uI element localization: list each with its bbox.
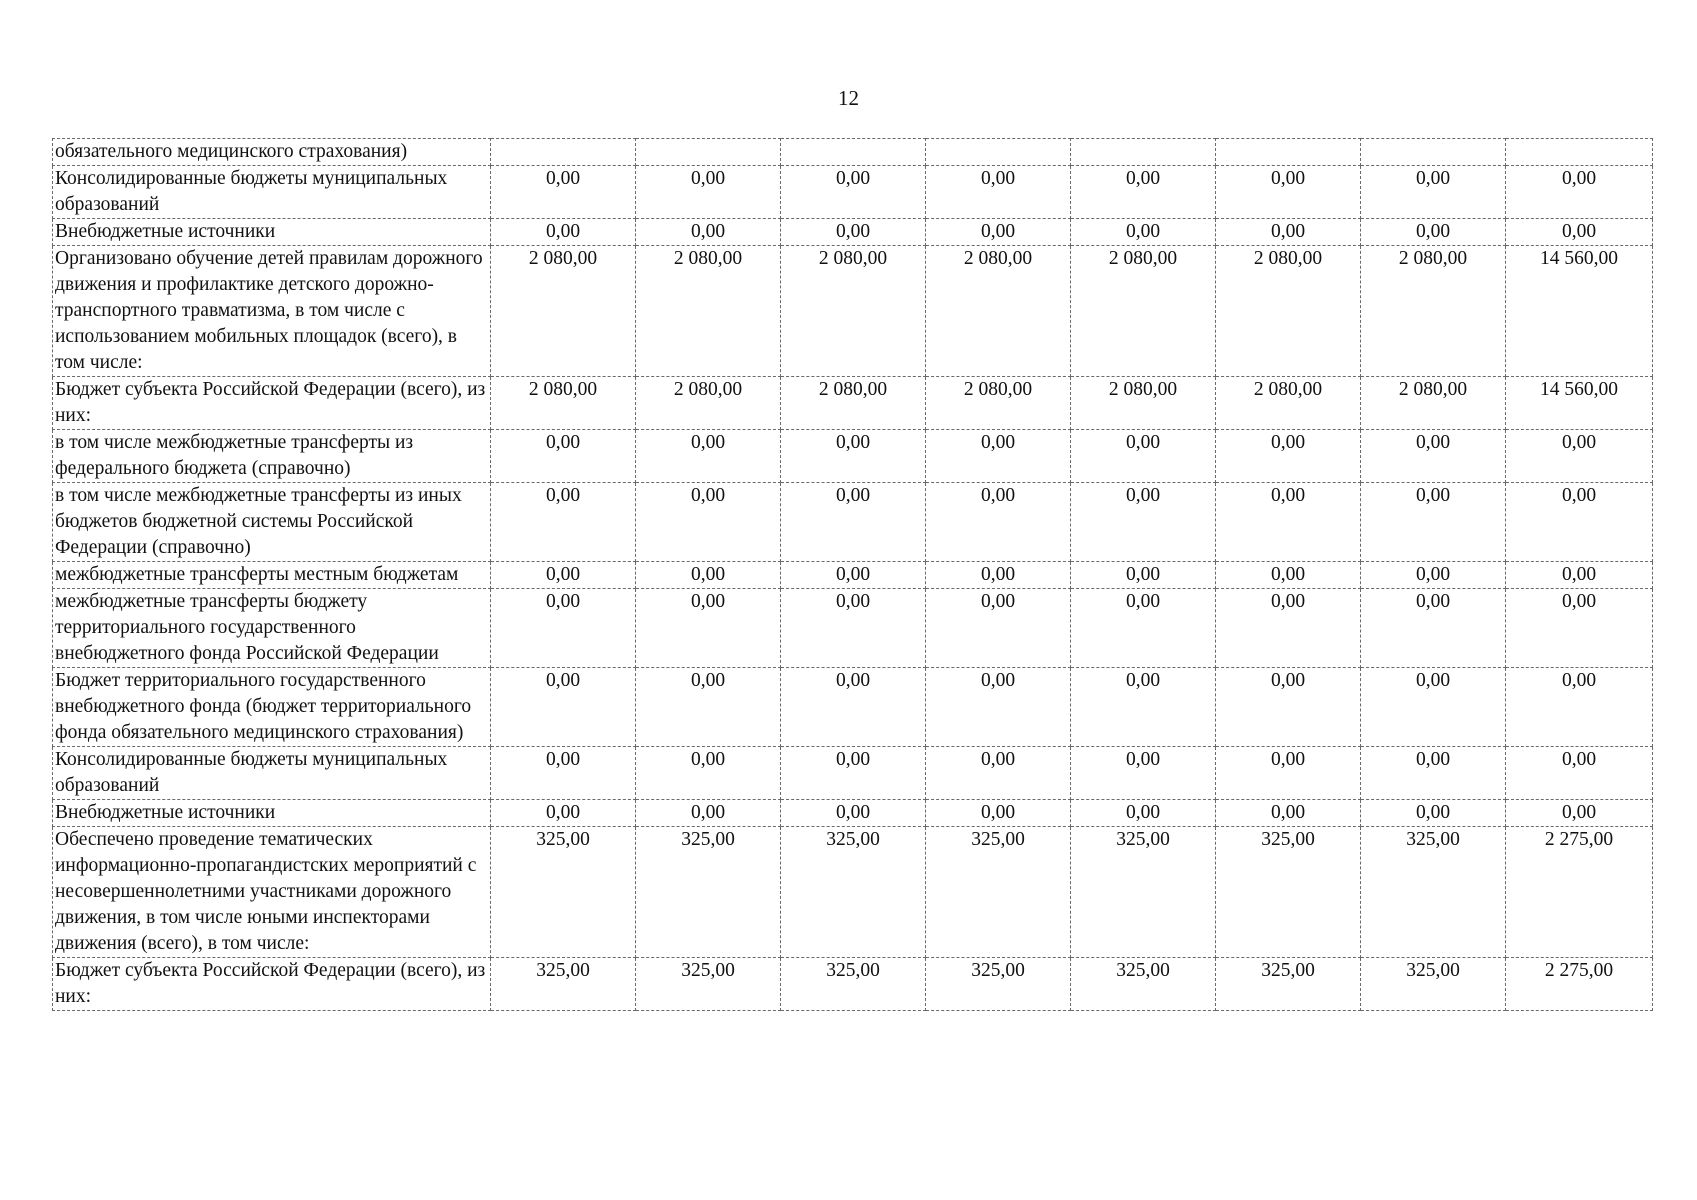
page-number: 12 xyxy=(838,86,859,110)
value-cell: 325,00 xyxy=(1071,827,1216,958)
total-cell: 0,00 xyxy=(1506,747,1653,800)
value-cell: 0,00 xyxy=(926,747,1071,800)
value-cell: 0,00 xyxy=(636,430,781,483)
table-row xyxy=(53,483,1653,562)
value-cell: 2 080,00 xyxy=(636,246,781,377)
total-cell: 2 275,00 xyxy=(1506,827,1653,958)
value-cell: 0,00 xyxy=(781,589,926,668)
value-cell: 2 080,00 xyxy=(1216,377,1361,430)
value-cell: 0,00 xyxy=(1216,166,1361,219)
value-cell: 0,00 xyxy=(636,562,781,589)
value-cell: 325,00 xyxy=(1071,958,1216,1011)
value-cell: 0,00 xyxy=(1071,562,1216,589)
row-label: Внебюджетные источники xyxy=(53,219,491,246)
value-cell: 0,00 xyxy=(781,668,926,747)
value-cell xyxy=(491,139,636,166)
row-label: Бюджет субъекта Российской Федерации (всего), из них: xyxy=(53,958,491,1011)
value-cell: 0,00 xyxy=(1216,800,1361,827)
value-cell: 0,00 xyxy=(926,562,1071,589)
row-label: Обеспечено проведение тематических информационно-пропагандистских мероприятий с несовершеннолетними участниками дорожного движения, в том числе юными инспекторами движения (всего), в том числе: xyxy=(53,827,491,958)
value-cell: 0,00 xyxy=(491,166,636,219)
value-cell: 2 080,00 xyxy=(781,246,926,377)
table-row xyxy=(53,166,1653,219)
row-label: Бюджет субъекта Российской Федерации (всего), из них: xyxy=(53,377,491,430)
row-label: Внебюджетные источники xyxy=(53,800,491,827)
row-label: Консолидированные бюджеты муниципальных образований xyxy=(53,747,491,800)
value-cell: 2 080,00 xyxy=(926,246,1071,377)
table-row xyxy=(53,958,1653,1011)
value-cell: 0,00 xyxy=(491,430,636,483)
value-cell: 0,00 xyxy=(781,562,926,589)
value-cell: 0,00 xyxy=(1216,747,1361,800)
value-cell: 0,00 xyxy=(491,219,636,246)
value-cell: 0,00 xyxy=(1216,430,1361,483)
table-row xyxy=(53,827,1653,958)
table-row xyxy=(53,139,1653,166)
value-cell xyxy=(781,139,926,166)
value-cell: 0,00 xyxy=(1216,562,1361,589)
value-cell: 0,00 xyxy=(1071,747,1216,800)
value-cell: 0,00 xyxy=(1361,747,1506,800)
total-cell: 0,00 xyxy=(1506,430,1653,483)
value-cell: 0,00 xyxy=(926,219,1071,246)
total-cell: 0,00 xyxy=(1506,589,1653,668)
value-cell: 325,00 xyxy=(491,958,636,1011)
value-cell: 0,00 xyxy=(636,800,781,827)
row-label: в том числе межбюджетные трансферты из федерального бюджета (справочно) xyxy=(53,430,491,483)
value-cell: 0,00 xyxy=(781,219,926,246)
value-cell: 0,00 xyxy=(1071,219,1216,246)
table-row xyxy=(53,589,1653,668)
value-cell: 0,00 xyxy=(1216,668,1361,747)
value-cell: 0,00 xyxy=(491,483,636,562)
value-cell: 0,00 xyxy=(1361,800,1506,827)
value-cell: 325,00 xyxy=(491,827,636,958)
row-label: Бюджет территориального государственного внебюджетного фонда (бюджет территориального фонда обязательного медицинского страхования) xyxy=(53,668,491,747)
value-cell: 0,00 xyxy=(781,747,926,800)
value-cell: 0,00 xyxy=(1361,166,1506,219)
table-row xyxy=(53,668,1653,747)
value-cell: 0,00 xyxy=(1071,668,1216,747)
table-row xyxy=(53,430,1653,483)
value-cell: 0,00 xyxy=(491,562,636,589)
total-cell: 0,00 xyxy=(1506,219,1653,246)
value-cell: 325,00 xyxy=(636,827,781,958)
row-label: межбюджетные трансферты бюджету территориального государственного внебюджетного фонда Российской Федерации xyxy=(53,589,491,668)
total-cell: 14 560,00 xyxy=(1506,377,1653,430)
row-label: Организовано обучение детей правилам дорожного движения и профилактике детского дорожно-транспортного травматизма, в том числе с использованием мобильных площадок (всего), в том числе: xyxy=(53,246,491,377)
value-cell: 0,00 xyxy=(1361,589,1506,668)
value-cell: 0,00 xyxy=(781,430,926,483)
value-cell: 325,00 xyxy=(1361,827,1506,958)
value-cell: 0,00 xyxy=(781,483,926,562)
table-row xyxy=(53,562,1653,589)
value-cell: 0,00 xyxy=(1216,219,1361,246)
value-cell: 0,00 xyxy=(1361,483,1506,562)
row-label: Консолидированные бюджеты муниципальных образований xyxy=(53,166,491,219)
value-cell: 0,00 xyxy=(636,166,781,219)
value-cell: 0,00 xyxy=(636,747,781,800)
total-cell xyxy=(1506,139,1653,166)
budget-table xyxy=(52,138,1653,1011)
value-cell: 2 080,00 xyxy=(491,377,636,430)
value-cell: 0,00 xyxy=(636,483,781,562)
value-cell: 2 080,00 xyxy=(1361,377,1506,430)
value-cell xyxy=(1216,139,1361,166)
value-cell: 0,00 xyxy=(636,668,781,747)
value-cell: 0,00 xyxy=(1071,483,1216,562)
row-label: межбюджетные трансферты местным бюджетам xyxy=(53,562,491,589)
value-cell: 325,00 xyxy=(926,827,1071,958)
value-cell: 0,00 xyxy=(781,800,926,827)
value-cell xyxy=(1361,139,1506,166)
table-body xyxy=(53,139,1653,1011)
value-cell: 0,00 xyxy=(491,589,636,668)
total-cell: 14 560,00 xyxy=(1506,246,1653,377)
row-label: обязательного медицинского страхования) xyxy=(53,139,491,166)
value-cell: 325,00 xyxy=(926,958,1071,1011)
value-cell: 0,00 xyxy=(636,219,781,246)
value-cell: 0,00 xyxy=(491,747,636,800)
value-cell: 0,00 xyxy=(926,430,1071,483)
value-cell: 0,00 xyxy=(781,166,926,219)
value-cell: 0,00 xyxy=(636,589,781,668)
value-cell: 325,00 xyxy=(1361,958,1506,1011)
table-row xyxy=(53,747,1653,800)
value-cell xyxy=(1071,139,1216,166)
value-cell: 2 080,00 xyxy=(636,377,781,430)
value-cell: 325,00 xyxy=(781,958,926,1011)
value-cell: 0,00 xyxy=(1071,800,1216,827)
value-cell: 0,00 xyxy=(1361,219,1506,246)
row-label: в том числе межбюджетные трансферты из иных бюджетов бюджетной системы Российской Федерации (справочно) xyxy=(53,483,491,562)
value-cell: 325,00 xyxy=(1216,958,1361,1011)
total-cell: 0,00 xyxy=(1506,166,1653,219)
value-cell: 2 080,00 xyxy=(781,377,926,430)
value-cell: 0,00 xyxy=(926,589,1071,668)
total-cell: 2 275,00 xyxy=(1506,958,1653,1011)
value-cell: 325,00 xyxy=(636,958,781,1011)
value-cell: 0,00 xyxy=(1216,589,1361,668)
value-cell xyxy=(636,139,781,166)
value-cell: 0,00 xyxy=(1216,483,1361,562)
table-row xyxy=(53,800,1653,827)
value-cell: 325,00 xyxy=(781,827,926,958)
value-cell: 2 080,00 xyxy=(1071,246,1216,377)
value-cell: 0,00 xyxy=(926,166,1071,219)
value-cell: 0,00 xyxy=(1361,668,1506,747)
total-cell: 0,00 xyxy=(1506,800,1653,827)
value-cell: 0,00 xyxy=(1361,562,1506,589)
value-cell: 0,00 xyxy=(926,483,1071,562)
value-cell: 0,00 xyxy=(926,668,1071,747)
total-cell: 0,00 xyxy=(1506,483,1653,562)
value-cell: 2 080,00 xyxy=(926,377,1071,430)
total-cell: 0,00 xyxy=(1506,562,1653,589)
value-cell: 0,00 xyxy=(926,800,1071,827)
total-cell: 0,00 xyxy=(1506,668,1653,747)
value-cell: 0,00 xyxy=(1071,430,1216,483)
value-cell: 0,00 xyxy=(1071,166,1216,219)
value-cell: 325,00 xyxy=(1216,827,1361,958)
value-cell: 0,00 xyxy=(491,668,636,747)
value-cell: 2 080,00 xyxy=(1216,246,1361,377)
value-cell: 2 080,00 xyxy=(491,246,636,377)
value-cell: 0,00 xyxy=(491,800,636,827)
value-cell: 2 080,00 xyxy=(1071,377,1216,430)
value-cell: 2 080,00 xyxy=(1361,246,1506,377)
table-row xyxy=(53,219,1653,246)
table-row xyxy=(53,246,1653,377)
value-cell: 0,00 xyxy=(1071,589,1216,668)
value-cell xyxy=(926,139,1071,166)
value-cell: 0,00 xyxy=(1361,430,1506,483)
table-row xyxy=(53,377,1653,430)
